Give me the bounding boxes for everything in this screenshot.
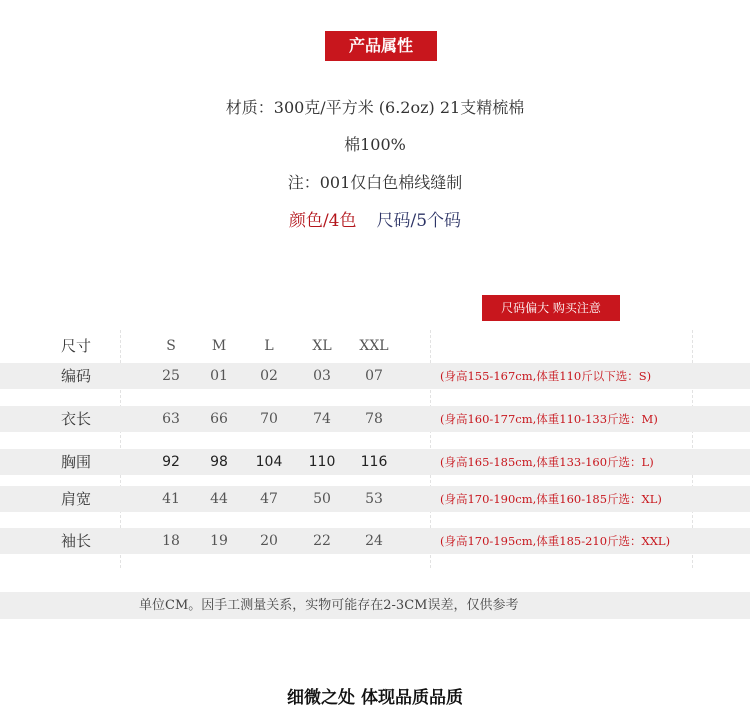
table-cell: 116 (360, 454, 388, 470)
table-cell: 50 (313, 491, 331, 507)
table-row (0, 406, 750, 432)
size-recommendation: (身高165-185cm,体重133-160斤选：L) (440, 455, 654, 469)
table-cell: 01 (210, 368, 228, 384)
row-label: 衣长 (60, 410, 91, 428)
table-cell: 20 (260, 533, 278, 549)
table-cell: 02 (260, 368, 278, 384)
size-recommendation: (身高170-190cm,体重160-185斤选：XL) (440, 492, 662, 506)
stitch-note-line: 注：001仅白色棉线缝制 (287, 173, 463, 192)
measurement-note: 单位CM。因手工测量关系，实物可能存在2-3CM误差，仅供参考 (139, 598, 519, 613)
table-cell: 63 (162, 411, 180, 427)
size-column-header: M (211, 338, 227, 354)
table-cell: 03 (313, 368, 331, 384)
size-warning-badge: 尺码偏大 购买注意 (482, 295, 620, 321)
size-recommendation: (身高160-177cm,体重110-133斤选：M) (440, 412, 658, 426)
row-label: 胸围 (60, 453, 91, 471)
table-row (0, 486, 750, 512)
table-cell: 19 (210, 533, 228, 549)
size-count: 尺码/5个码 (376, 211, 462, 231)
material-line: 材质：300克/平方米 (6.2oz) 21支精梳棉 (225, 98, 525, 117)
color-count: 颜色/4色 (288, 211, 357, 231)
header-label: 尺寸 (60, 337, 91, 355)
measurement-note-bar (0, 592, 750, 619)
table-cell: 74 (313, 411, 331, 427)
color-size-line (0, 206, 750, 231)
table-cell: 98 (210, 454, 228, 470)
size-column-header: XXL (359, 338, 389, 354)
size-recommendation: (身高170-195cm,体重185-210斤选：XXL) (440, 534, 671, 548)
table-cell: 78 (365, 411, 383, 427)
table-cell: 22 (313, 533, 331, 549)
size-recommendation: (身高155-167cm,体重110斤以下选：S) (440, 369, 652, 383)
table-row (0, 363, 750, 389)
detail-section-title: 细微之处 体现品质品质 (287, 688, 463, 708)
table-cell: 07 (365, 368, 383, 384)
table-row (0, 528, 750, 554)
table-cell: 53 (365, 491, 383, 507)
table-cell: 24 (365, 533, 383, 549)
table-cell: 47 (260, 491, 278, 507)
section-title-badge: 产品属性 (325, 31, 437, 61)
size-column-header: S (166, 338, 176, 354)
content-line: 棉100% (344, 135, 406, 154)
table-cell: 41 (162, 491, 180, 507)
table-cell: 70 (260, 411, 278, 427)
row-label: 肩宽 (60, 490, 91, 508)
row-label: 编码 (60, 367, 91, 385)
size-column-header: L (264, 338, 274, 354)
size-column-header: XL (312, 338, 332, 354)
table-cell: 92 (162, 454, 180, 470)
table-cell: 110 (308, 454, 336, 470)
table-cell: 18 (162, 533, 180, 549)
row-label: 袖长 (60, 532, 91, 550)
table-cell: 104 (255, 454, 283, 470)
table-cell: 25 (162, 368, 180, 384)
table-row (0, 449, 750, 475)
table-cell: 44 (210, 491, 228, 507)
size-table-header (0, 333, 750, 359)
table-cell: 66 (210, 411, 228, 427)
